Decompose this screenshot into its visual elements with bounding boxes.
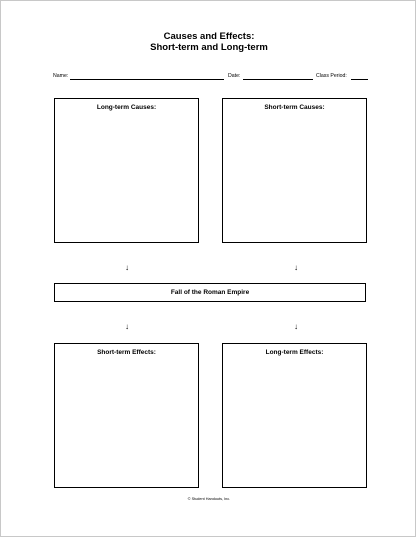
short-term-effects-box[interactable] xyxy=(54,343,199,488)
down-arrow-icon: ↓ xyxy=(125,322,129,331)
long-term-causes-heading: Long-term Causes: xyxy=(96,104,157,111)
name-field-line[interactable] xyxy=(70,79,224,80)
title-line-2: Short-term and Long-term xyxy=(150,42,268,53)
down-arrow-icon: ↓ xyxy=(125,263,129,272)
long-term-causes-box[interactable] xyxy=(54,98,199,243)
short-term-effects-heading: Short-term Effects: xyxy=(97,349,156,356)
name-label: Name: xyxy=(53,73,69,79)
class-period-label: Class Period: xyxy=(316,73,347,79)
long-term-effects-box[interactable] xyxy=(222,343,367,488)
down-arrow-icon: ↓ xyxy=(294,263,298,272)
class-period-field-line[interactable] xyxy=(351,79,368,80)
down-arrow-icon: ↓ xyxy=(294,322,298,331)
short-term-causes-heading: Short-term Causes: xyxy=(264,104,325,111)
student-info-row xyxy=(53,71,369,83)
date-field-line[interactable] xyxy=(243,79,313,80)
date-label: Date: xyxy=(228,73,241,79)
title-line-1: Causes and Effects: xyxy=(163,31,255,42)
long-term-effects-heading: Long-term Effects: xyxy=(265,349,324,356)
copyright-footer: © Student Handouts, Inc. xyxy=(187,497,231,501)
short-term-causes-box[interactable] xyxy=(222,98,367,243)
central-event-box: Fall of the Roman Empire xyxy=(54,283,366,302)
